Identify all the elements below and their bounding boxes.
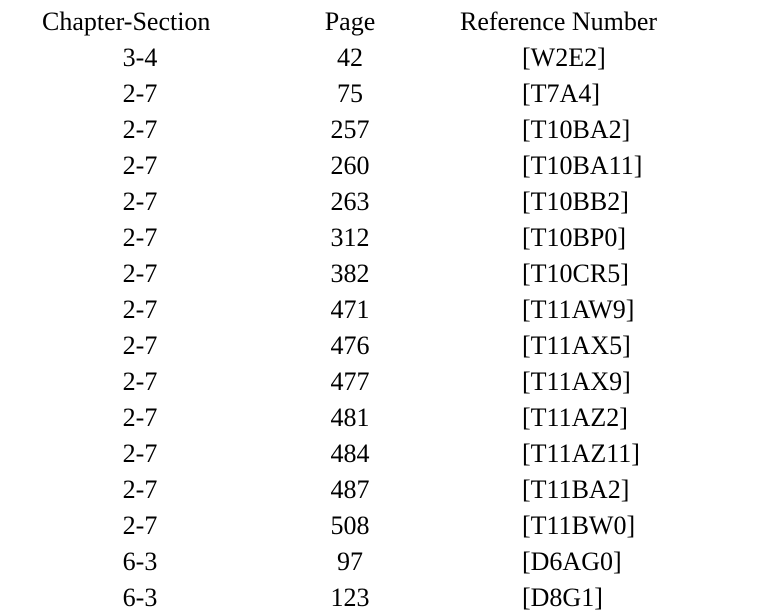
cell-chapter-section: 2-7 — [122, 259, 158, 288]
cell-page: 263 — [330, 187, 370, 216]
table-row — [0, 508, 768, 544]
cell-chapter-section: 2-7 — [122, 79, 158, 108]
table-row — [0, 400, 768, 436]
cell-chapter-section: 6-3 — [122, 547, 158, 576]
cell-reference-number: [T10BP0] — [522, 223, 626, 252]
cell-page: 97 — [337, 547, 363, 576]
table-row — [0, 328, 768, 364]
table-row — [0, 292, 768, 328]
cell-chapter-section: 2-7 — [122, 403, 158, 432]
table-header-row — [0, 4, 768, 40]
cell-reference-number: [D6AG0] — [522, 547, 622, 576]
cell-reference-number: [T11AX5] — [522, 331, 631, 360]
table-row — [0, 148, 768, 184]
cell-reference-number: [W2E2] — [522, 43, 606, 72]
cell-chapter-section: 2-7 — [122, 295, 158, 324]
cell-chapter-section: 2-7 — [122, 331, 158, 360]
cell-chapter-section: 2-7 — [122, 223, 158, 252]
cell-reference-number: [T11BA2] — [522, 475, 630, 504]
cell-reference-number: [T11AW9] — [522, 295, 635, 324]
cell-page: 476 — [330, 331, 370, 360]
table-row — [0, 472, 768, 508]
cell-page: 477 — [330, 367, 370, 396]
table-row — [0, 544, 768, 580]
cell-page: 382 — [330, 259, 370, 288]
cell-chapter-section: 2-7 — [122, 511, 158, 540]
cell-chapter-section: 2-7 — [122, 439, 158, 468]
cell-reference-number: [T11AZ11] — [522, 439, 640, 468]
table-row — [0, 40, 768, 76]
cell-page: 481 — [330, 403, 370, 432]
cell-chapter-section: 2-7 — [122, 115, 158, 144]
cell-page: 260 — [330, 151, 370, 180]
cell-page: 42 — [337, 43, 363, 72]
cell-page: 471 — [330, 295, 370, 324]
cell-reference-number: [T11AX9] — [522, 367, 631, 396]
cell-chapter-section: 2-7 — [122, 367, 158, 396]
cell-page: 508 — [330, 511, 370, 540]
table-row — [0, 220, 768, 256]
cell-chapter-section: 2-7 — [122, 187, 158, 216]
table-row — [0, 364, 768, 400]
cell-reference-number: [D8G1] — [522, 583, 603, 612]
table-row — [0, 436, 768, 472]
cell-reference-number: [T11BW0] — [522, 511, 636, 540]
table-row — [0, 76, 768, 112]
cell-reference-number: [T11AZ2] — [522, 403, 628, 432]
table-row — [0, 580, 768, 616]
cell-reference-number: [T10BA11] — [522, 151, 643, 180]
header-reference-number: Reference Number — [460, 7, 658, 36]
cell-reference-number: [T7A4] — [522, 79, 600, 108]
cell-chapter-section: 2-7 — [122, 475, 158, 504]
cell-reference-number: [T10CR5] — [522, 259, 629, 288]
cell-page: 312 — [330, 223, 370, 252]
cell-page: 75 — [337, 79, 363, 108]
reference-table — [0, 4, 768, 616]
header-chapter-section: Chapter-Section — [42, 7, 211, 36]
cell-page: 257 — [330, 115, 370, 144]
table-row — [0, 184, 768, 220]
table-row — [0, 112, 768, 148]
cell-chapter-section: 3-4 — [122, 43, 158, 72]
header-page: Page — [324, 7, 376, 36]
table-row — [0, 256, 768, 292]
cell-chapter-section: 2-7 — [122, 151, 158, 180]
cell-reference-number: [T10BB2] — [522, 187, 629, 216]
cell-chapter-section: 6-3 — [122, 583, 158, 612]
cell-page: 484 — [330, 439, 370, 468]
cell-reference-number: [T10BA2] — [522, 115, 631, 144]
cell-page: 123 — [330, 583, 370, 612]
cell-page: 487 — [330, 475, 370, 504]
